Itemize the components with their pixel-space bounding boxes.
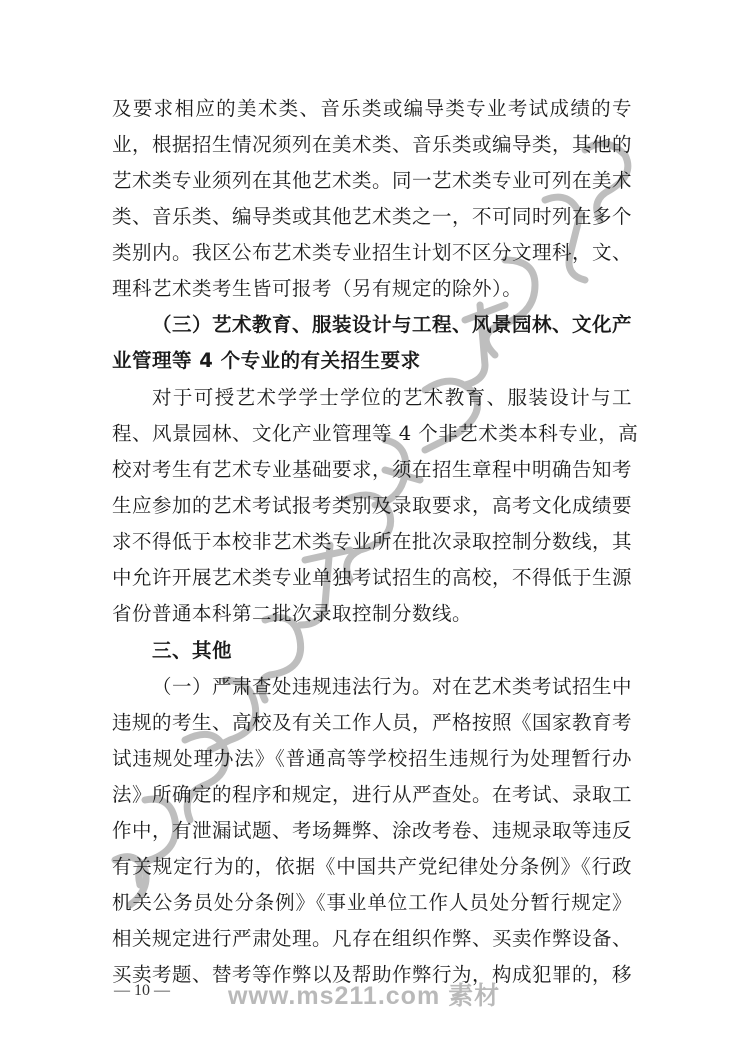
body-line-17: （一）严肃查处违规违法行为。对在艺术类考试招生中 [152, 675, 633, 698]
body-line-21: 作中，有泄漏试题、考场舞弊、涂改考卷、违规录取等违反 [112, 819, 633, 842]
body-line-22: 有关规定行为的，依据《中国共产党纪律处分条例》《行政 [112, 855, 632, 878]
body-line-9: 对于可授艺术学学士学位的艺术教育、服装设计与工 [152, 386, 632, 409]
body-line-24: 相关规定进行严肃处理。凡存在组织作弊、买卖作弊设备、 [112, 927, 633, 950]
section-heading-3-line-1: （三）艺术教育、服装设计与工程、风景园林、文化产 [152, 313, 633, 336]
body-line-19: 试违规处理办法》《普通高等学校招生违规行为处理暂行办 [112, 747, 632, 770]
body-line-1: 及要求相应的美术类、音乐类或编导类专业考试成绩的专 [112, 97, 632, 120]
body-line-5: 类别内。我区公布艺术类专业招生计划不区分文理科，文、 [112, 241, 633, 264]
body-line-13: 求不得低于本校非艺术类专业所在批次录取控制分数线，其 [112, 530, 633, 553]
body-line-20: 法》所确定的程序和规定，进行从严查处。在考试、录取工 [112, 783, 633, 806]
page-number: — 10 — [114, 982, 170, 999]
body-line-18: 违规的考生、高校及有关工作人员，严格按照《国家教育考 [112, 711, 633, 734]
body-line-11: 校对考生有艺术专业基础要求，须在招生章程中明确告知考 [112, 458, 633, 481]
body-line-14: 中允许开展艺术类专业单独考试招生的高校，不得低于生源 [112, 566, 633, 589]
section-heading-others: 三、其他 [152, 639, 233, 662]
body-line-2: 业，根据招生情况须列在美术类、音乐类或编导类，其他的 [112, 133, 633, 156]
body-line-15: 省份普通本科第二批次录取控制分数线。 [112, 602, 473, 625]
body-line-23: 机关公务员处分条例》《事业单位工作人员处分暂行规定》 [112, 891, 632, 914]
site-watermark: www.ms211.com 素材 [228, 982, 501, 1010]
body-line-4: 类、音乐类、编导类或其他艺术类之一，不可同时列在多个 [112, 205, 633, 228]
body-line-6: 理科艺术类考生皆可报考（另有规定的除外）。 [112, 277, 523, 300]
body-line-10: 程、风景园林、文化产业管理等 4 个非艺术类本科专业，高 [112, 422, 639, 445]
body-line-25: 买卖考题、替考等作弊以及帮助作弊行为，构成犯罪的，移 [112, 963, 633, 986]
body-line-3: 艺术类专业须列在其他艺术类。同一艺术类专业可列在美术 [112, 169, 633, 192]
body-line-12: 生应参加的艺术考试报考类别及录取要求，高考文化成绩要 [112, 494, 633, 517]
section-heading-3-line-2: 业管理等 4 个专业的有关招生要求 [112, 349, 421, 372]
